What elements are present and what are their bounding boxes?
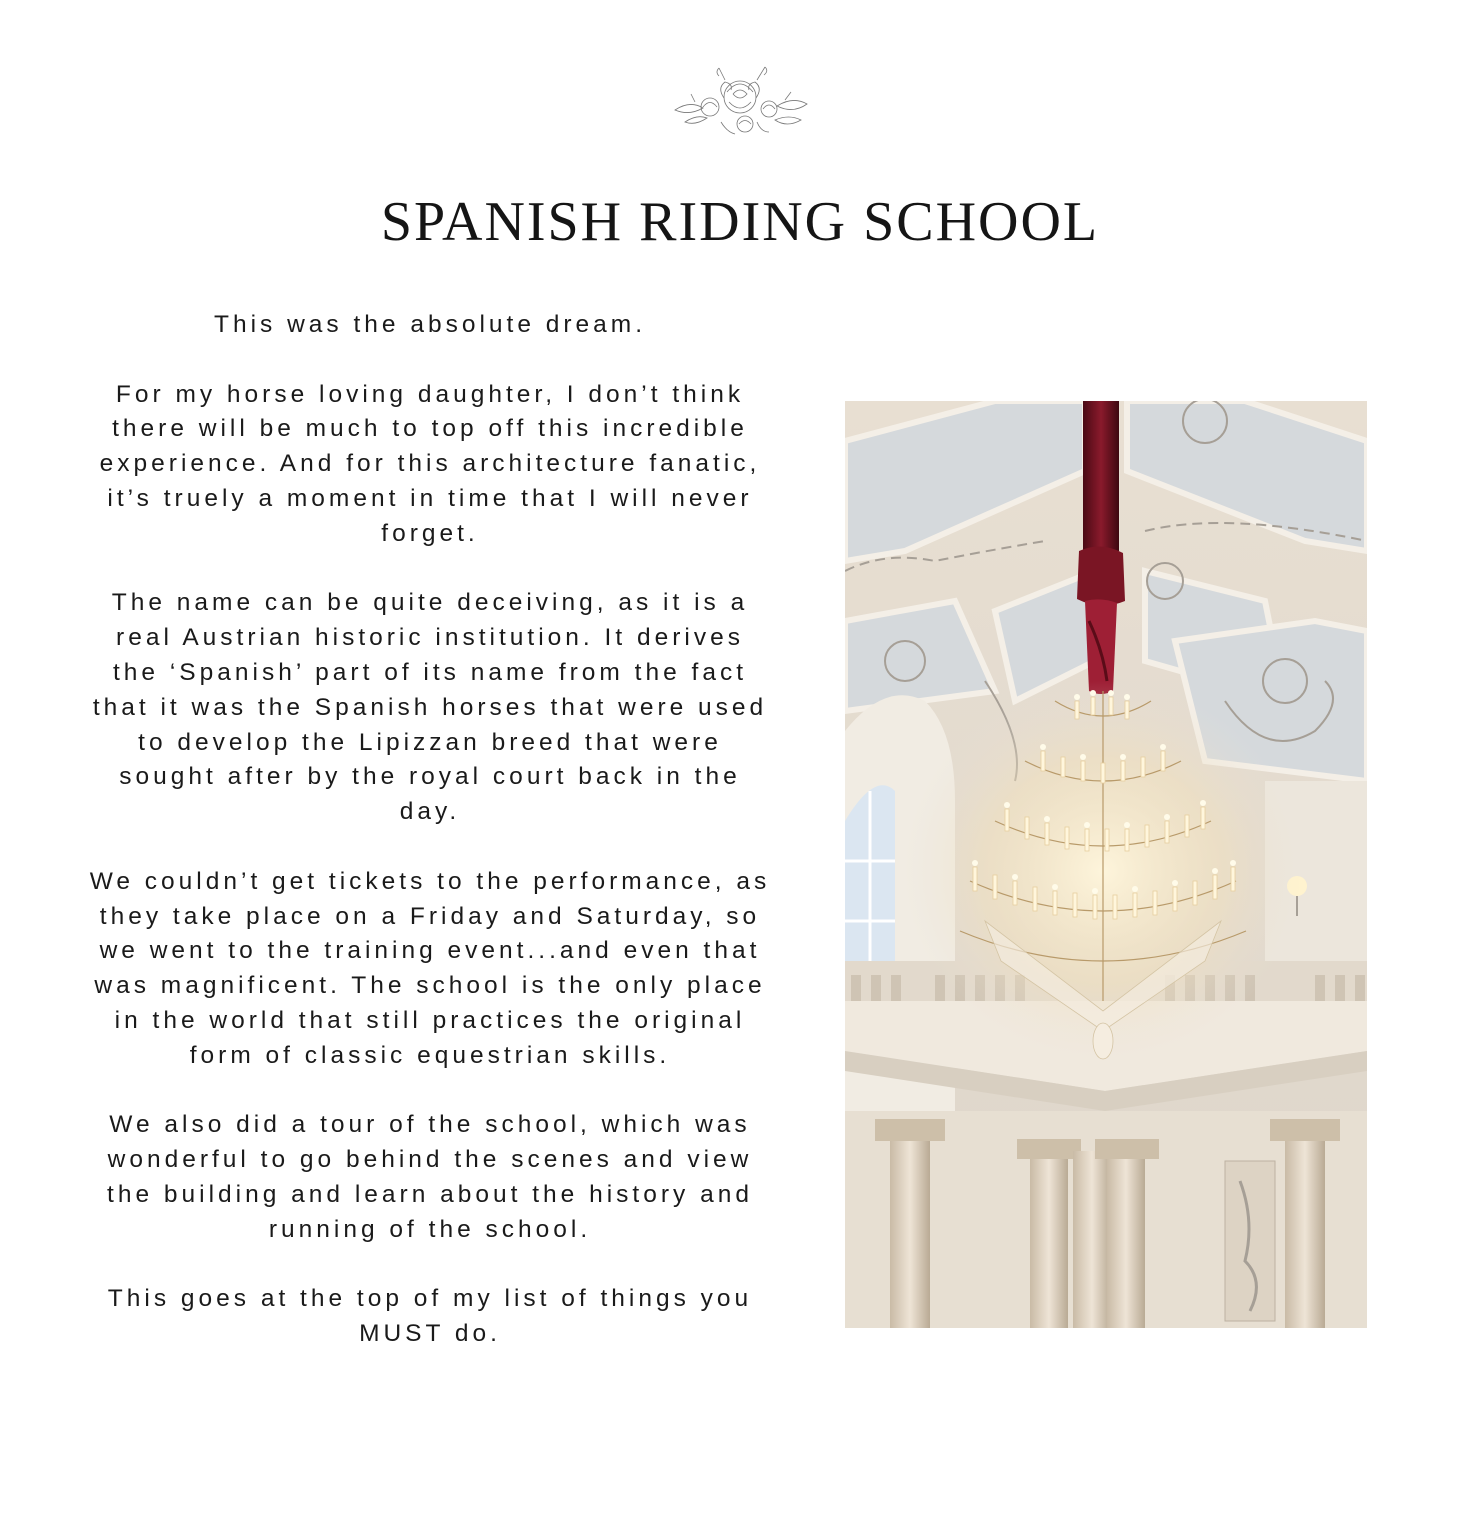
paragraph-closing: This goes at the top of my list of things you MUST do. (107, 1285, 753, 1348)
paragraph-intro: This was the absolute dream. (213, 311, 647, 338)
paragraph-daughter: For my horse loving daughter, I don’t think there will be much to top off this incredible experience. And for this architecture fanatic, it’s truely a moment in time that I will never forget. (99, 380, 761, 547)
chandelier-photo (845, 401, 1367, 1328)
paragraph-history: The name can be quite deceiving, as it is a real Austrian historic institution. It derives the ‘Spanish’ part of its name from the fact that it was the Spanish horses that were used to develop the Lipizzan breed that were sought after by the royal court back in the day. (92, 589, 768, 826)
page-title: SPANISH RIDING SCHOOL (380, 191, 1100, 253)
article-body (88, 308, 772, 1387)
paragraph-tickets: We couldn’t get tickets to the performance, as they take place on a Friday and Saturday, so we went to the training event...and even that was magnificent. The school is the only place in the world that still practices the original form of classic equestrian skills. (89, 867, 771, 1069)
paragraph-tour: We also did a tour of the school, which was wonderful to go behind the scenes and view the building and learn about the history and running of the school. (107, 1111, 753, 1243)
floral-ornament-icon (665, 62, 815, 142)
